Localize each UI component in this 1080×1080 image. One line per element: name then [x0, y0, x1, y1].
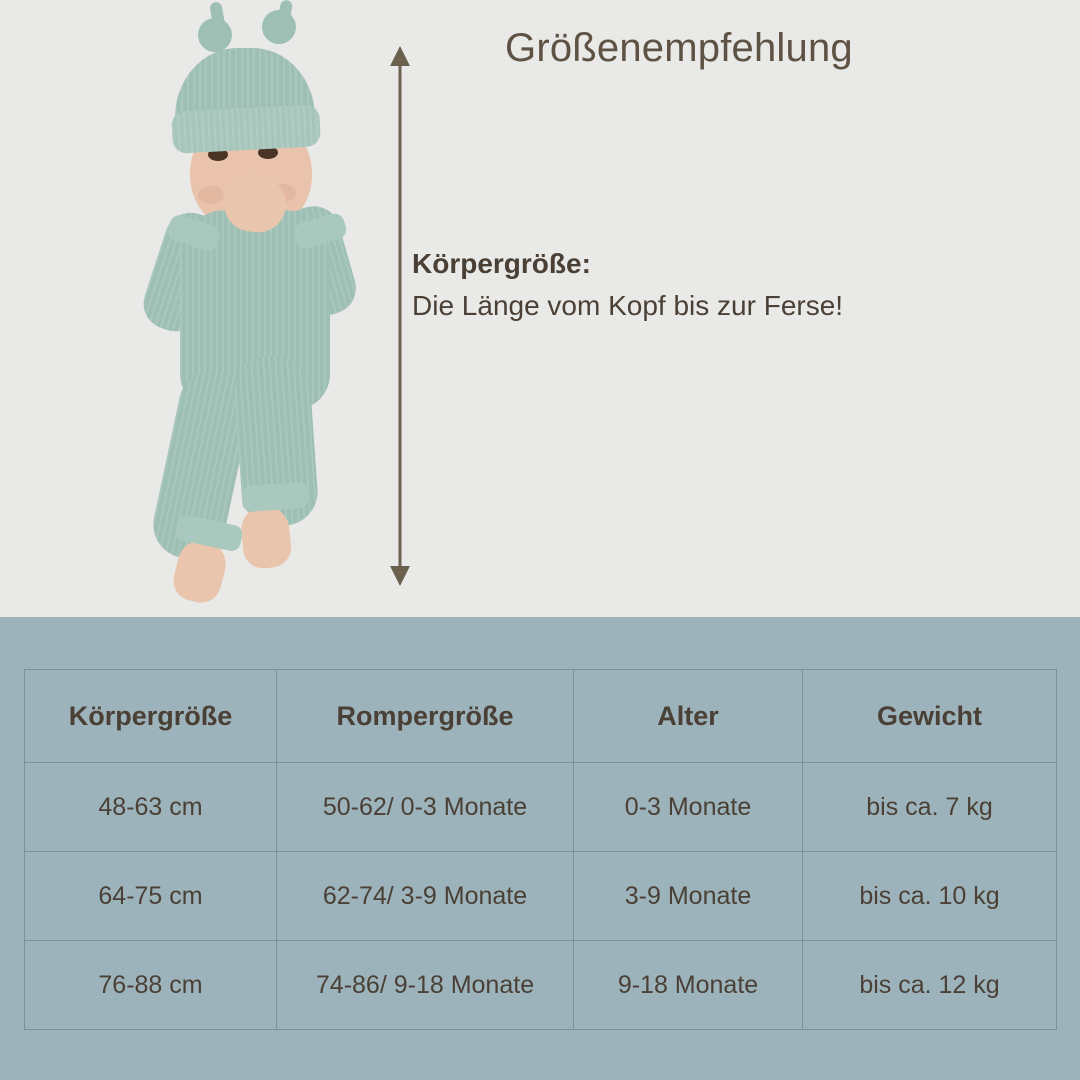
page-title: Größenempfehlung	[505, 26, 853, 70]
table-row	[25, 763, 1057, 852]
bottom-section	[0, 617, 1080, 1080]
info-description: Die Länge vom Kopf bis zur Ferse!	[412, 290, 844, 321]
size-table-head	[25, 670, 1057, 763]
cell-alter: 9-18 Monate	[574, 941, 803, 1030]
cell-rompergroesse: 74-86/ 9-18 Monate	[277, 941, 574, 1030]
hat-brim	[171, 104, 321, 154]
leg-cuff-right	[241, 482, 309, 513]
column-header-rompergroesse: Rompergröße	[277, 670, 574, 763]
column-header-gewicht: Gewicht	[803, 670, 1057, 763]
cell-gewicht: bis ca. 7 kg	[803, 763, 1057, 852]
cell-koerpergroesse: 64-75 cm	[25, 852, 277, 941]
cell-alter: 0-3 Monate	[574, 763, 803, 852]
hat-knot-right	[262, 10, 296, 44]
table-header-row	[25, 670, 1057, 763]
size-table	[24, 669, 1057, 1030]
cell-gewicht: bis ca. 10 kg	[803, 852, 1057, 941]
cell-koerpergroesse: 76-88 cm	[25, 941, 277, 1030]
info-block	[412, 248, 1012, 322]
info-lead: Körpergröße:	[412, 248, 591, 279]
cell-gewicht: bis ca. 12 kg	[803, 941, 1057, 1030]
cell-alter: 3-9 Monate	[574, 852, 803, 941]
cell-koerpergroesse: 48-63 cm	[25, 763, 277, 852]
hat-brim-rib-texture	[171, 104, 321, 154]
hat-knot-left	[198, 18, 232, 52]
baby-illustration	[120, 0, 380, 600]
cell-rompergroesse: 50-62/ 0-3 Monate	[277, 763, 574, 852]
cell-rompergroesse: 62-74/ 3-9 Monate	[277, 852, 574, 941]
column-header-alter: Alter	[574, 670, 803, 763]
size-table-body	[25, 763, 1057, 1030]
column-header-koerpergroesse: Körpergröße	[25, 670, 277, 763]
baby-cheek-left	[198, 186, 224, 204]
table-row	[25, 941, 1057, 1030]
baby-photo	[0, 0, 380, 617]
table-row	[25, 852, 1057, 941]
